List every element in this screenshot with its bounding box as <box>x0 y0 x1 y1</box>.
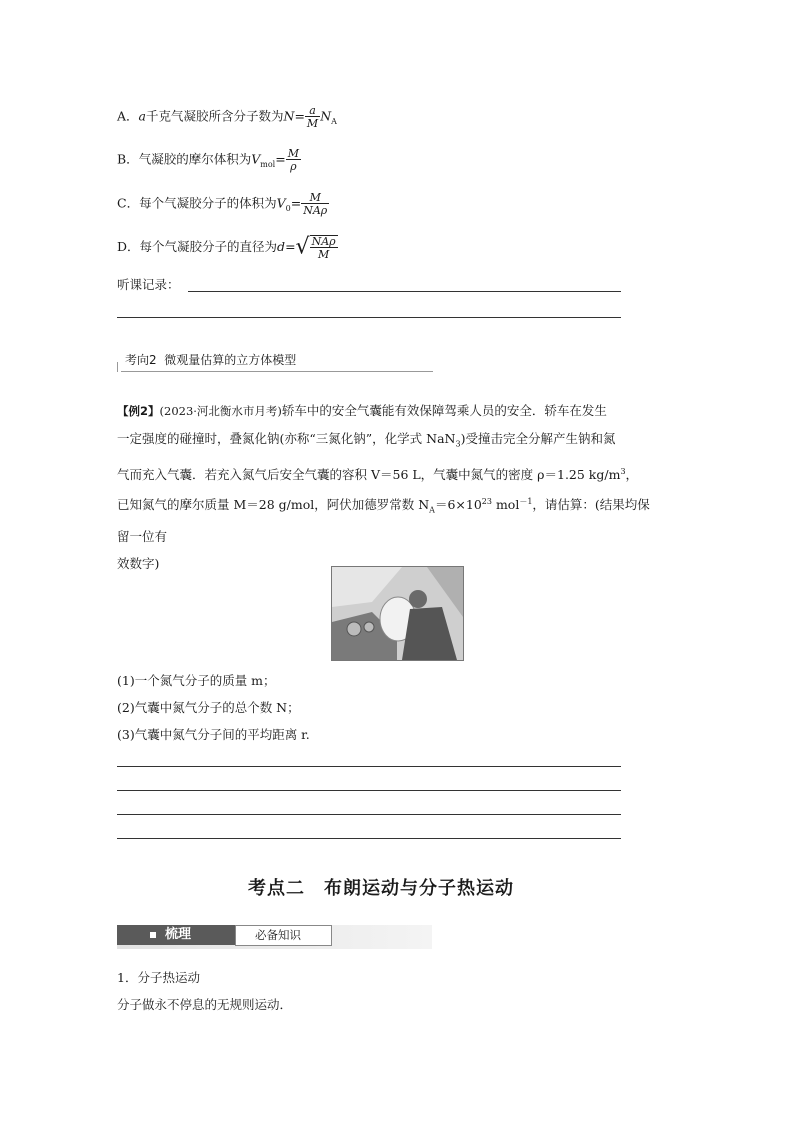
option-c-denominator: NAρ <box>303 204 328 217</box>
option-d-fraction <box>310 235 338 260</box>
option-a-lhs: N <box>283 108 295 124</box>
banner-tag: 必备知识 <box>255 928 301 942</box>
example-line-5: 留一位有 <box>117 529 168 545</box>
answer-line-4 <box>117 838 621 839</box>
answer-line-3 <box>117 814 621 815</box>
option-d-denominator: M <box>310 247 338 260</box>
option-c-eq: = <box>290 195 302 211</box>
example-line-4-sup2: －1 <box>519 496 533 506</box>
option-a-prefix: A． <box>117 108 139 124</box>
example-2 <box>117 397 687 577</box>
option-b-text: 气凝胶的摩尔体积为 <box>138 151 252 167</box>
example-line-4-sup: 23 <box>481 496 492 506</box>
example-line-2-sub: 3 <box>455 439 461 449</box>
example-line-1 <box>117 397 687 425</box>
option-c-fraction <box>301 192 329 216</box>
option-a-numerator: a <box>309 104 316 117</box>
notes-label: 听课记录： <box>117 277 180 292</box>
option-d-text: 每个气凝胶分子的直径为 <box>139 239 278 254</box>
example-line-3-sup: 3 <box>620 466 626 476</box>
subsection-heading <box>117 350 433 376</box>
option-b-fraction <box>286 148 301 172</box>
option-b-prefix: B． <box>117 151 139 167</box>
example-source: (2023·河北衡水市月考) <box>159 404 282 418</box>
option-c <box>117 192 329 218</box>
questions-list <box>117 667 617 748</box>
example-line-2 <box>117 425 687 458</box>
banner-tag-box <box>235 925 332 946</box>
option-a-fraction <box>305 105 320 129</box>
option-c-numerator: M <box>309 191 321 204</box>
option-c-lhs: V <box>276 195 286 211</box>
answer-line-1 <box>117 766 621 767</box>
example-line-3 <box>117 458 687 488</box>
option-b-lhs: V <box>251 151 261 167</box>
sqrt-icon: √ <box>295 234 310 260</box>
section-title: 考点二 布朗运动与分子热运动 <box>248 878 514 899</box>
airbag-illustration <box>331 566 464 661</box>
example-line-1-text: 轿车中的安全气囊能有效保障驾乘人员的安全．轿车在发生 <box>281 403 607 418</box>
option-c-text: 每个气凝胶分子的体积为 <box>139 195 277 211</box>
section-banner <box>117 925 432 949</box>
question-1: (1)一个氮气分子的质量 m； <box>117 673 276 688</box>
point-1-heading: 1．分子热运动 <box>117 970 200 985</box>
option-a-tail-sub: A <box>331 117 337 126</box>
example-line-4-text: 已知氮气的摩尔质量 M＝28 g/mol，阿伏加德罗常数 N <box>117 496 430 512</box>
option-a-var: a <box>138 108 146 124</box>
option-b-eq: = <box>275 151 286 167</box>
example-line-3-text: 气而充入气囊．若充入氮气后安全气囊的容积 V＝56 L，气囊中氮气的密度 ρ＝1.25 kg/m <box>117 466 621 482</box>
option-c-prefix: C． <box>117 195 140 211</box>
banner-square-icon <box>150 932 156 938</box>
option-b-lhs-sub: mol <box>260 160 276 169</box>
option-a-tail: N <box>320 108 332 124</box>
example-line-4-mid: ＝6×10 <box>434 496 482 512</box>
example-line-4-mid2: mol <box>491 496 520 512</box>
option-b-numerator: M <box>287 147 299 160</box>
option-c-lhs-sub: 0 <box>285 204 291 213</box>
banner-label: 梳理 <box>165 927 192 942</box>
point-1 <box>117 964 292 1018</box>
subsection-label: 考向2 <box>125 353 157 367</box>
example-line-3-end: ， <box>625 466 639 482</box>
subsection-text <box>125 351 296 369</box>
example-line-4-sub: A <box>429 505 435 515</box>
option-a-text: 千克气凝胶所含分子数为 <box>145 108 284 124</box>
point-1-body: 分子做永不停息的无规则运动． <box>117 997 293 1012</box>
option-d-numerator: NAρ <box>311 235 336 248</box>
example-line-6: 效数字) <box>117 556 160 572</box>
option-d-lhs: d <box>277 239 286 254</box>
option-b-denominator: ρ <box>286 159 301 172</box>
option-a-eq: = <box>294 108 305 124</box>
option-d-eq: = <box>285 239 296 254</box>
question-2: (2)气囊中氮气分子的总个数 N； <box>117 700 300 715</box>
example-line-2-end: )受撞击完全分解产生钠和氮 <box>460 431 616 446</box>
example-tag: 【例2】 <box>117 404 160 418</box>
option-b <box>117 148 301 174</box>
subsection-title: 微观量估算的立方体模型 <box>164 353 297 367</box>
option-a-denominator: M <box>306 117 319 130</box>
subsection-underline <box>121 371 433 372</box>
option-d <box>117 235 338 260</box>
example-line-4 <box>117 488 687 524</box>
notes-line-1 <box>188 291 621 292</box>
airbag-drawing <box>332 567 463 660</box>
example-line-4-end: ，请估算：(结果均保 <box>532 496 650 512</box>
question-3: (3)气囊中氮气分子间的平均距离 r. <box>117 727 310 742</box>
subsection-corner <box>117 362 122 372</box>
option-d-prefix: D． <box>117 239 140 254</box>
answer-line-2 <box>117 790 621 791</box>
example-line-2-text: 一定强度的碰撞时，叠氮化钠(亦称“三氮化钠”，化学式 NaN <box>117 431 456 446</box>
option-a <box>117 105 337 131</box>
notes-line-2 <box>117 317 621 318</box>
